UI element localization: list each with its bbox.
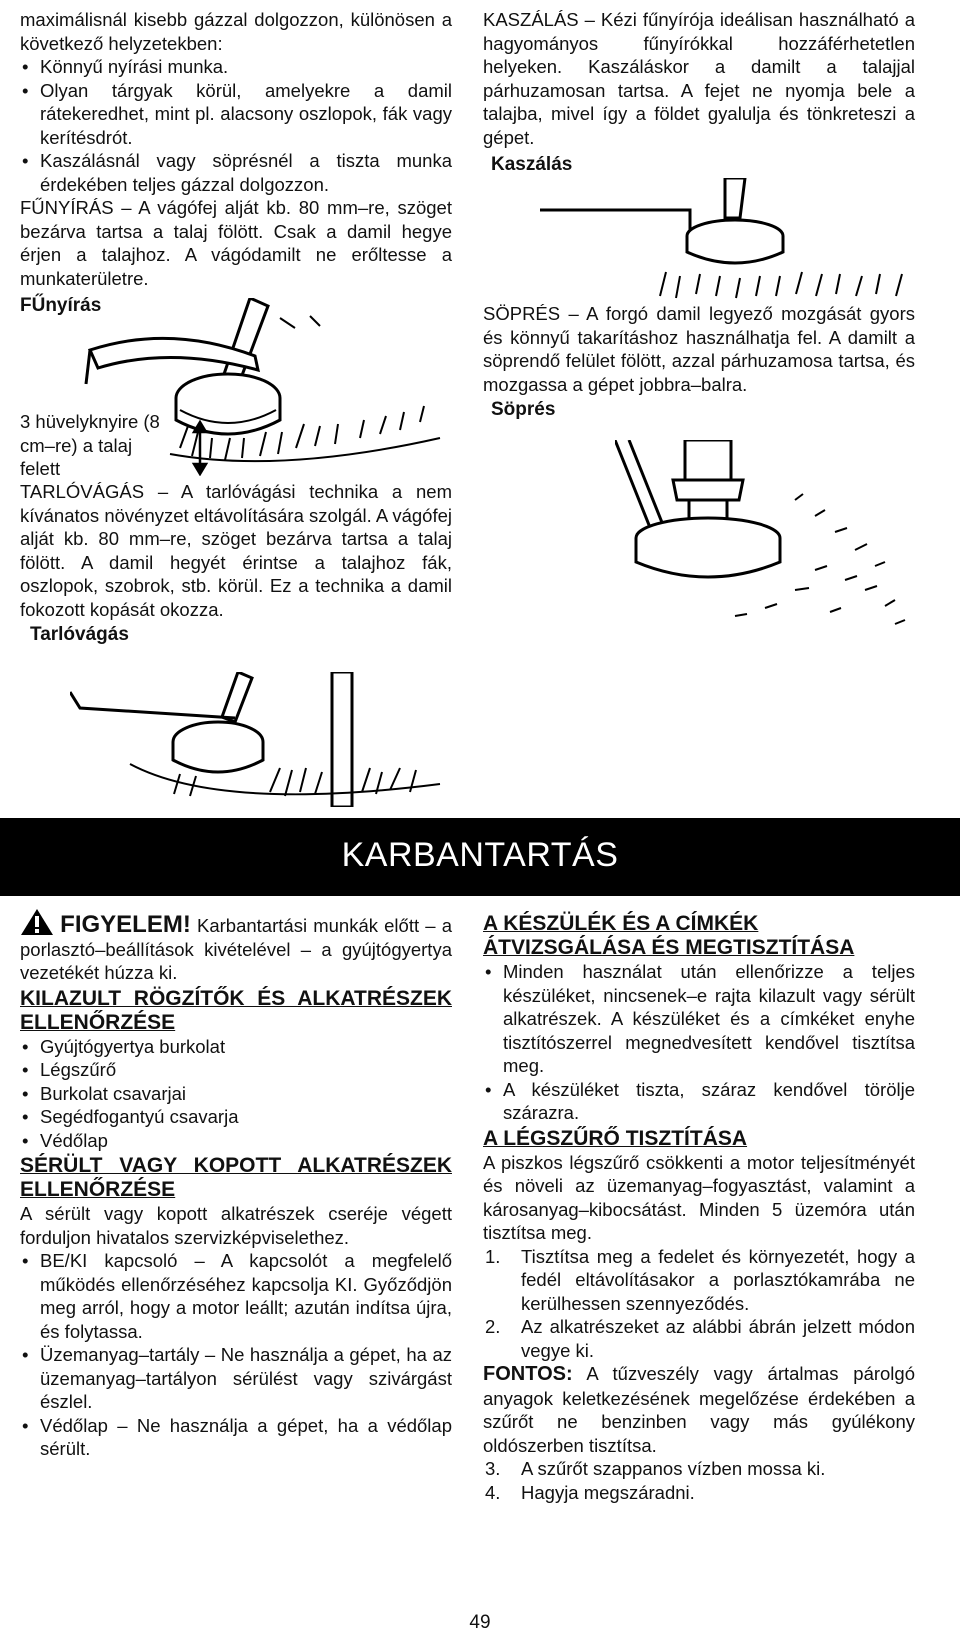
height-note: 3 hüvelyknyire (8 cm–re) a talaj felett [20,411,160,479]
section-title: KARBANTARTÁS [341,836,619,874]
warning-text: Karbantartási munkák előtt – a porlasztó–beállítások kivételével – a gyújtógyertya vezetékét húzza ki. [20,915,453,983]
tarlo-caption: Tarlóvágás [30,624,129,645]
list-item: • Védőlap [20,1129,452,1153]
sopres-block [483,302,915,422]
funyiras-caption: FŰnyírás [20,295,102,316]
tarlo-paragraph: TARLÓVÁGÁS – A tarlóvágási technika a nem kívánatos növényzet eltávolítására szolgál. A vágófej alját kb. 80 mm–re, szöget bezárva tartsa a talaj fölött. A damil hegyét érintse a talajhoz fák, oszlopok, szobrok, stb. körül. Ez a technika a damil fokozott kopását okozza. [20,481,452,620]
warning-icon [20,908,54,936]
mowing-illustration [540,178,915,300]
list-item: • A készüléket tiszta, száraz kendővel törölje szárazra. [483,1078,915,1125]
sweeping-illustration [615,440,915,630]
tarlo-block [20,480,452,647]
list-item: 3. A szűrőt szappanos vízben mossa ki. [485,1458,826,1479]
kaszalas-caption: Kaszálás [491,154,573,175]
right-bottom-column [483,912,915,1504]
air-filter-steps-continued [483,1457,915,1504]
list-item: • Kaszálásnál vagy söprésnél a tiszta munka érdekében teljes gázzal dolgozzon. [20,149,452,196]
list-item: • Gyújtógyertya burkolat [20,1035,452,1059]
right-top-column [483,8,915,177]
list-item: • Burkolat csavarjai [20,1082,452,1106]
kaszalas-paragraph: KASZÁLÁS – Kézi fűnyírója ideálisan használható a hagyományos fűnyírókkal hozzáférhetetlen helyeken. Kaszáláskor a damilt a talajjal párhuzamosan tartsa. A fejet ne nyomja bele a talajba, mivel így a földet gyalulja és tönkreteszi a gépet. [483,9,915,148]
list-item: 4. Hagyja megszáradni. [485,1481,695,1503]
heading-loose-parts: KILAZULT RÖGZÍTŐK ÉS ALKATRÉSZEK ELLENŐRZÉSE [20,986,452,1034]
inspect-list [483,960,915,1125]
funyiras-paragraph: FŰNYÍRÁS – A vágófej alját kb. 80 mm–re, szöget bezárva tartsa a talaj fölött. Csak a damil hegye érjen a talajhoz. A vágódamilt ne erőltesse a munkaterületre. [20,197,452,289]
damaged-parts-list [20,1249,452,1461]
loose-parts-list [20,1035,452,1153]
list-item: • Könnyű nyírási munka. [20,55,452,79]
list-item: 2. Az alkatrészeket az alábbi ábrán jelzett módon vegye ki. [485,1316,915,1361]
sopres-caption: Söprés [491,399,556,420]
intro-text: maximálisnál kisebb gázzal dolgozzon, különösen a következő helyzetekben: [20,9,452,54]
light-throttle-list [20,55,452,196]
warning-paragraph [20,908,452,985]
left-bottom-column [20,908,452,1461]
list-item: • Olyan tárgyak körül, amelyekre a damil rátekeredhet, mint pl. alacsony oszlopok, fák vagy kerítésdrót. [20,79,452,150]
page-number: 49 [469,1612,491,1633]
sopres-paragraph: SÖPRÉS – A forgó damil legyező mozgását gyors és könnyű takarításhoz használhatja fel. A damilt a söprendő felület fölött, azzal párhuzamosa tartsa, és mozgassa a gépet jobbra–balra. [483,303,915,395]
important-label: FONTOS: [483,1363,573,1385]
list-item: • Minden használat után ellenőrizze a teljes készüléket, nincsenek–e rajta kilazult vagy sérült alkatrészek. A készüléket és a címkéket enyhe tisztítószerrel megnedvesített kendővel tisztítsa meg. [483,960,915,1078]
important-note [483,1362,915,1457]
section-banner [0,818,960,896]
heading-damaged-parts: SÉRÜLT VAGY KOPOTT ALKATRÉSZEK ELLENŐRZÉSE [20,1154,452,1201]
heading-inspect-clean: A KÉSZÜLÉK ÉS A CÍMKÉK ÁTVIZSGÁLÁSA ÉS MEGTISZTÍTÁSA [483,912,855,959]
heading-air-filter: A LÉGSZŰRŐ TISZTÍTÁSA [483,1126,748,1150]
list-item: • Légszűrő [20,1058,452,1082]
list-item: • Üzemanyag–tartály – Ne használja a gépet, ha az üzemanyag–tartályon sérülést vagy szivárgást észlel. [20,1343,452,1414]
air-filter-text: A piszkos légszűrő csökkenti a motor teljesítményét és növeli az üzemanyag–fogyasztást, valamint a károsanyag–kibocsátást. Minden 5 üzemóra után tisztítsa meg. [483,1151,915,1243]
damaged-parts-text: A sérült vagy kopott alkatrészek cseréje végett forduljon hivatalos szervizképviselethez. [20,1203,452,1248]
warning-title: FIGYELEM! [60,911,191,938]
air-filter-steps [483,1245,915,1363]
important-text: A tűzveszély vagy ártalmas párolgó anyagok keletkezésének megelőzése érdekében a szűrőt ne benzinben vagy más gyúlékony oldószerben tisztítsa. [483,1363,915,1456]
list-item: 1. Tisztítsa meg a fedelet és környezetét, hogy a fedél eltávolításakor a porlasztókamrába ne kerülhessen szennyeződés. [485,1245,915,1314]
scalping-illustration [70,672,450,807]
list-item: • Segédfogantyú csavarja [20,1105,452,1129]
list-item: • Védőlap – Ne használja a gépet, ha a védőlap sérült. [20,1414,452,1461]
list-item: • BE/KI kapcsoló – A kapcsolót a megfelelő működés ellenőrzéséhez kapcsolja KI. Győződjön meg arról, hogy a motor leállt; azután indítsa újra, és folytassa. [20,1249,452,1343]
left-top-column [20,8,452,318]
